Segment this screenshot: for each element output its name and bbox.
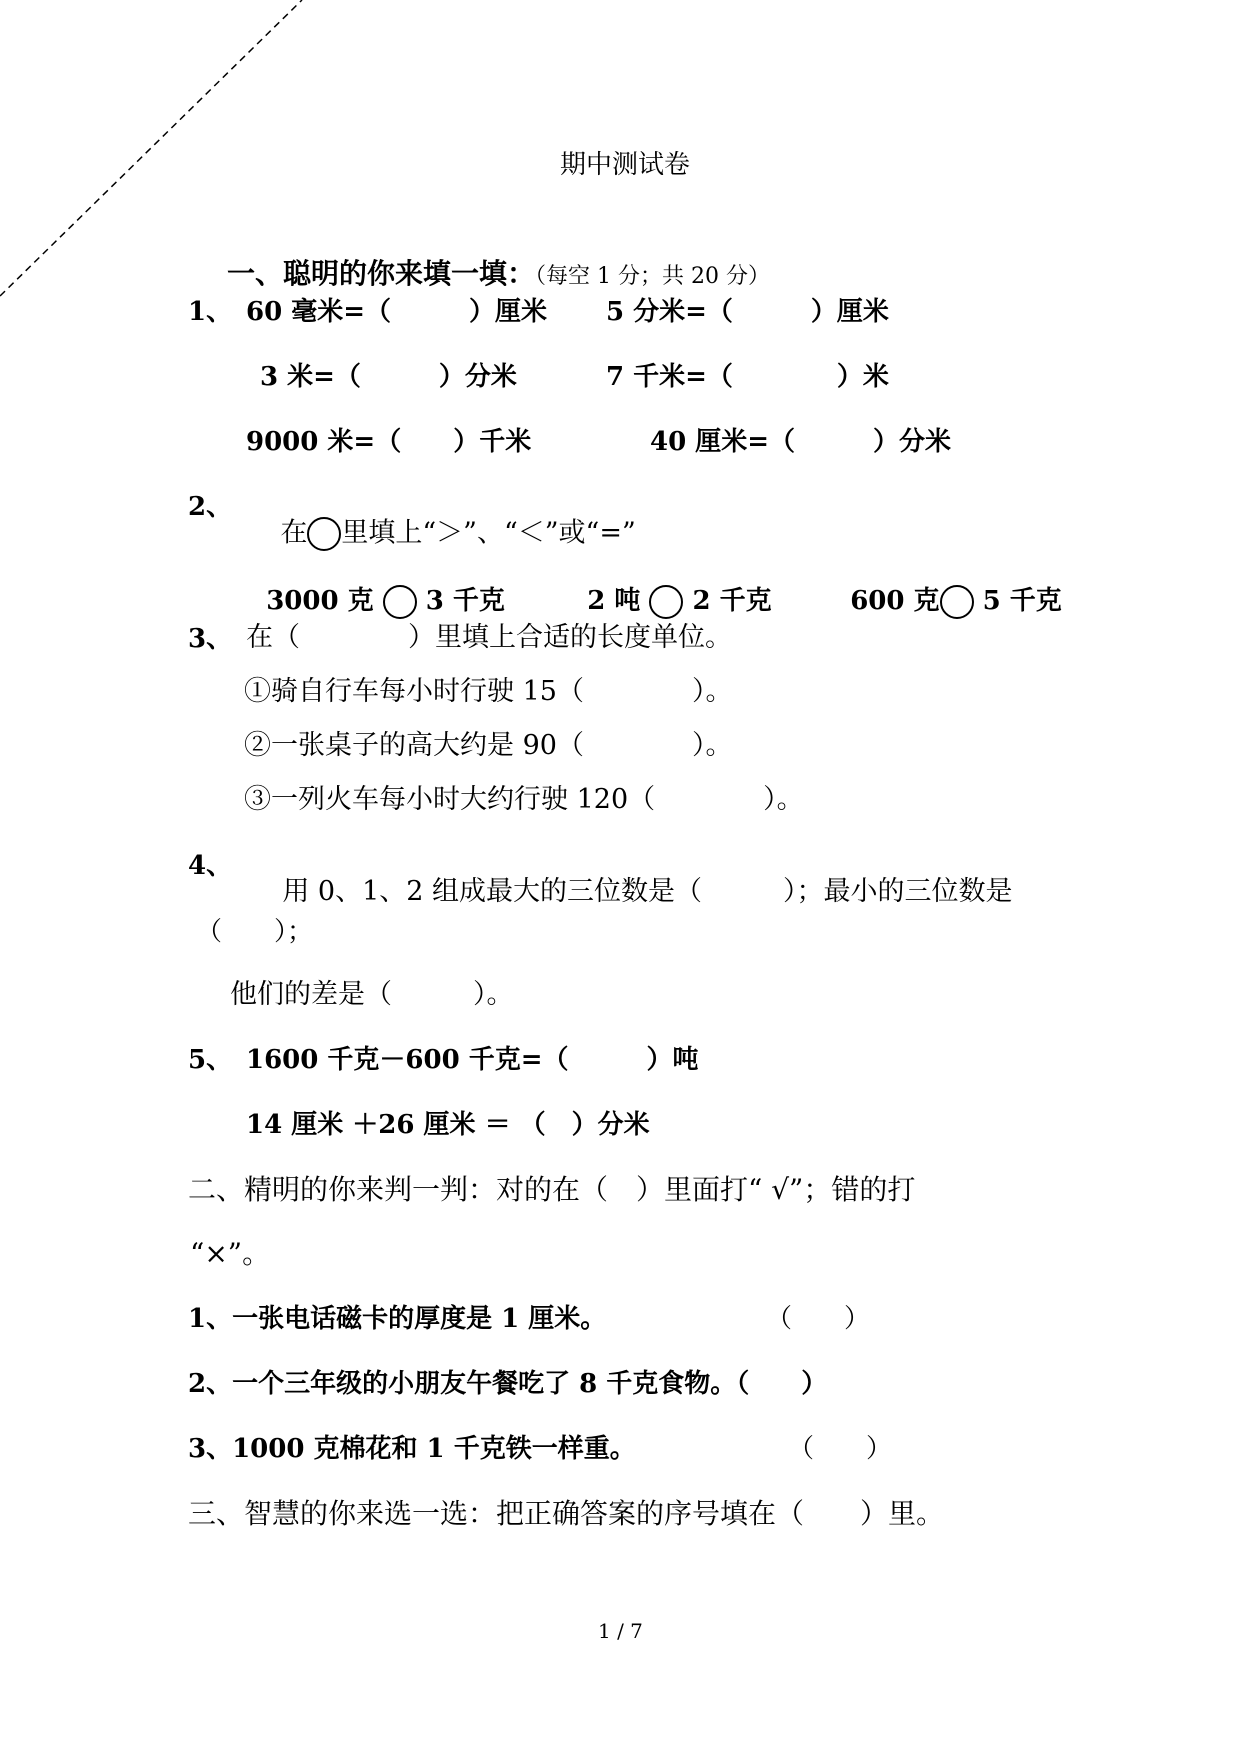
q2-compare-3-right: 5 千克 — [982, 586, 1062, 616]
q1-item-f: 40 厘米=（ ）分米 — [650, 427, 952, 457]
q2-compare-2-right: 2 千克 — [692, 586, 772, 616]
compare-circle-icon[interactable] — [649, 585, 683, 619]
section1-heading-text: 一、聪明的你来填一填： — [227, 257, 536, 290]
q5-line-2: 14 厘米 ＋26 厘米 ＝ （ ）分米 — [246, 1110, 650, 1140]
q2-number: 2、 — [188, 492, 233, 522]
judge-item-3-answer-paren[interactable]: （ ） — [788, 1434, 893, 1464]
q2-compare-2-left: 2 吨 — [587, 586, 641, 616]
compare-circle-icon[interactable] — [383, 585, 417, 619]
compare-circle-icon — [307, 517, 341, 551]
section3-heading: 三、智慧的你来选一选：把正确答案的序号填在（ ）里。 — [188, 1497, 945, 1530]
q4-line-1 — [248, 851, 1013, 932]
q5-number: 5、 — [188, 1045, 233, 1075]
q2-compare-3 — [814, 559, 1062, 645]
q3-number: 3、 — [188, 624, 233, 654]
q4-line-2: （ ）； — [196, 917, 314, 947]
q5-line-1: 1600 千克－600 千克=（ ）吨 — [246, 1045, 699, 1075]
q1-item-a: 60 毫米=（ ）厘米 — [246, 297, 548, 327]
q3-item-2: ②一张桌子的高大约是 90（ ）。 — [244, 730, 733, 761]
judge-item-3: 3、1000 克棉花和 1 千克铁一样重。 — [188, 1434, 636, 1464]
q3-instruction: 在（ ）里填上合适的长度单位。 — [246, 622, 732, 653]
exam-title: 期中测试卷 — [560, 150, 691, 180]
section2-heading-line-2: “×”。 — [190, 1237, 271, 1270]
q4-line-1-text: 用 0、1、2 组成最大的三位数是（ ）；最小的三位数是 — [282, 876, 1013, 907]
section2-heading-line-1: 二、精明的你来判一判：对的在（ ）里面打“ √”；错的打 — [188, 1173, 916, 1206]
judge-item-1-answer-paren[interactable]: （ ） — [766, 1304, 871, 1334]
section1-score-note: （每空 1 分；共 20 分） — [535, 264, 770, 289]
q4-line-3: 他们的差是（ ）。 — [230, 979, 514, 1010]
q3-item-1: ①骑自行车每小时行驶 15（ ）。 — [244, 676, 733, 707]
judge-item-1: 1、一张电话磁卡的厚度是 1 厘米。 — [188, 1304, 607, 1334]
q1-item-b: 5 分米=（ ）厘米 — [606, 297, 889, 327]
compare-circle-icon[interactable] — [940, 585, 974, 619]
q2-compare-1-left: 3000 克 — [266, 586, 374, 616]
judge-item-2: 2、一个三年级的小朋友午餐吃了 8 千克食物。（ ） — [188, 1369, 828, 1399]
q2-compare-1-right: 3 千克 — [425, 586, 505, 616]
q1-item-d: 7 千米=（ ）米 — [606, 362, 889, 392]
q1-item-c: 3 米=（ ）分米 — [260, 362, 517, 392]
q4-number: 4、 — [188, 851, 233, 881]
q3-item-3: ③一列火车每小时大约行驶 120（ ）。 — [244, 784, 804, 815]
q1-number: 1、 — [188, 297, 233, 327]
page-number: 1 / 7 — [598, 1619, 643, 1643]
q2-text-after: 里填上“＞”、“＜”或“=” — [341, 517, 636, 549]
q2-compare-3-left: 600 克 — [850, 586, 940, 616]
q1-item-e: 9000 米=（ ）千米 — [246, 427, 532, 457]
q2-text-before: 在 — [280, 517, 308, 549]
